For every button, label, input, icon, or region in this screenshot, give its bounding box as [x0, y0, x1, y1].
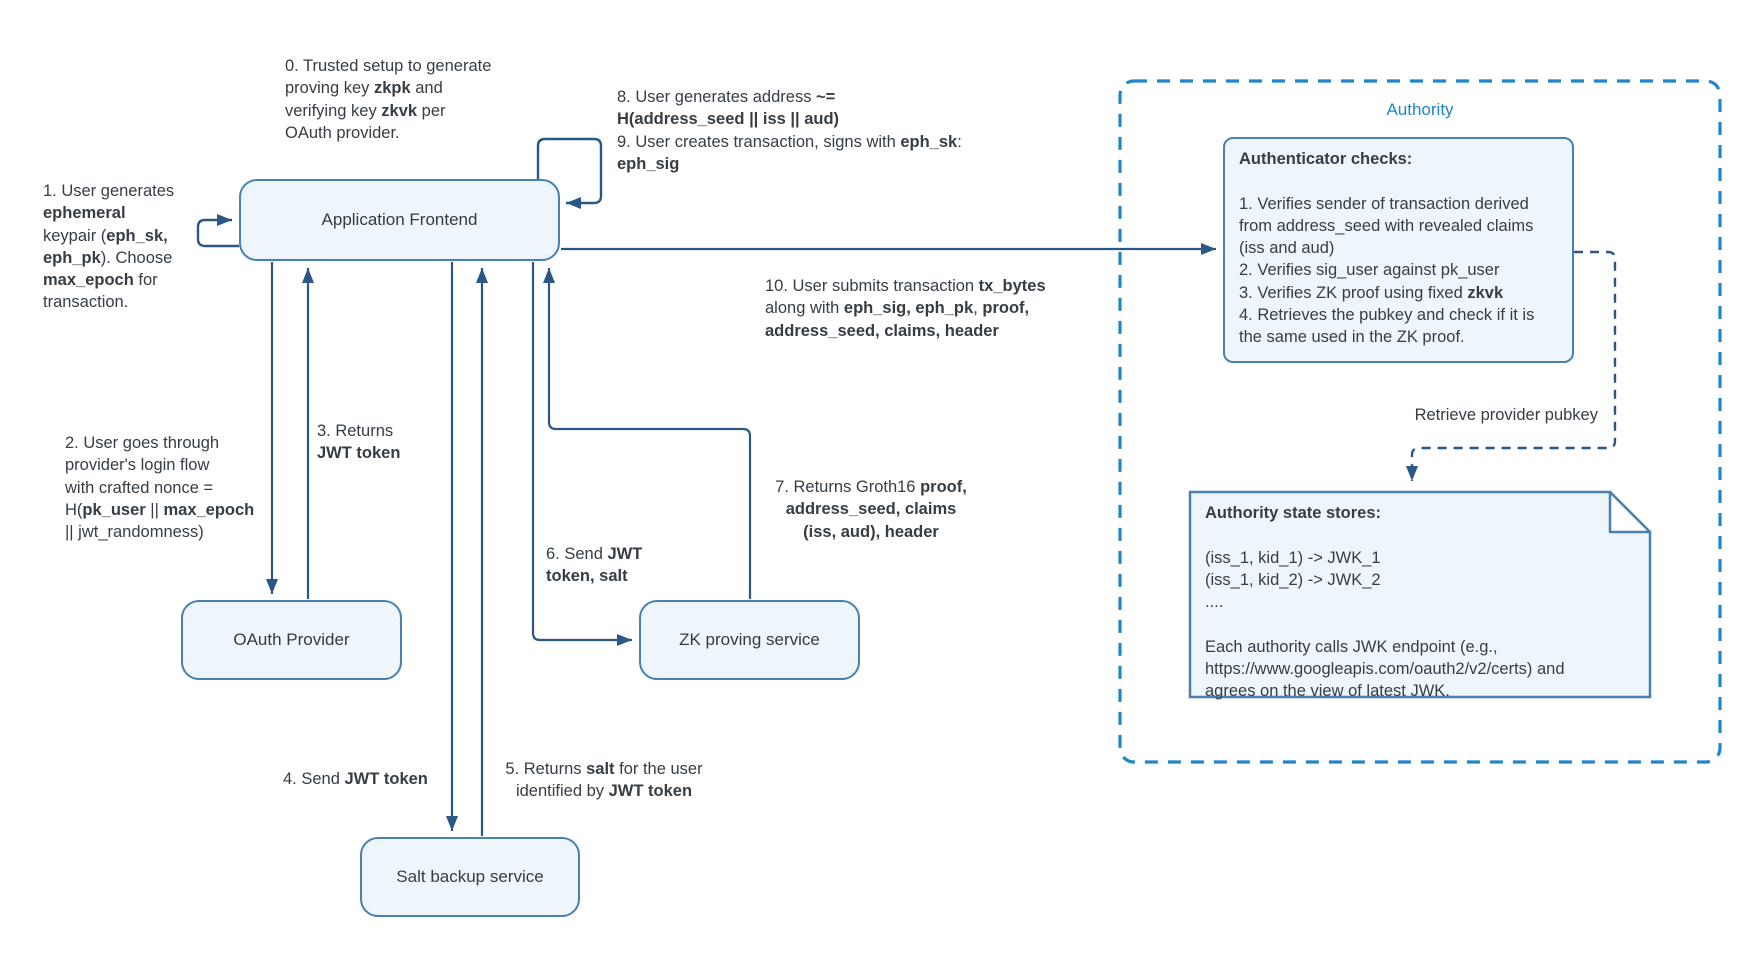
note-8-9-address-transaction [617, 86, 962, 175]
node-salt-backup-service [360, 837, 580, 917]
node-oauth-provider [181, 600, 402, 680]
arrow-1-ephemeral-keypair-loop [198, 220, 239, 246]
text-line: OAuth provider. [285, 123, 400, 142]
text-line: 3. Returns [317, 422, 394, 440]
note-7-returns-proof [762, 476, 980, 543]
node-application-frontend [239, 179, 560, 261]
text-line: verifying key zkvk per [285, 101, 446, 120]
text-line: proving key zkpk and [285, 79, 443, 98]
text-line: with crafted nonce = [65, 478, 214, 497]
node-label-oauth-provider: OAuth Provider [233, 630, 350, 649]
text-line: Each authority calls JWK endpoint (e.g., [1205, 637, 1498, 656]
note-5-returns-salt [494, 758, 714, 803]
text-line: 10. User submits transaction tx_bytes [765, 277, 1046, 295]
text-line: address_seed, claims [785, 500, 957, 519]
text-line: 3. Verifies ZK proof using fixed zkvk [1239, 283, 1504, 302]
text-line: eph_sig [617, 154, 680, 173]
text-line: keypair (eph_sk, [43, 226, 168, 245]
node-label-salt-backup-service: Salt backup service [396, 867, 544, 886]
note-1-user-generates [43, 180, 174, 314]
text-line: identified by JWT token [515, 782, 693, 801]
authority-title: Authority [1386, 100, 1454, 119]
text-line: (iss and aud) [1239, 239, 1335, 258]
text-line: agrees on the view of latest JWK. [1205, 682, 1450, 701]
text-line: 4. Retrieves the pubkey and check if it is [1239, 306, 1535, 325]
text-line: JWT token [317, 444, 401, 463]
text-line: (iss_1, kid_2) -> JWK_2 [1205, 570, 1381, 589]
note-retrieve-provider-pubkey [1398, 404, 1598, 426]
text-line: max_epoch for [43, 271, 158, 290]
text-line: 2. Verifies sig_user against pk_user [1239, 261, 1500, 280]
text-line: 1. Verifies sender of transaction derived [1239, 194, 1529, 213]
text-line: 9. User creates transaction, signs with eph_sk: [617, 132, 962, 151]
text-line: Retrieve provider pubkey [1414, 406, 1598, 424]
text-line: https://www.googleapis.com/oauth2/v2/certs) and [1205, 660, 1565, 679]
note-2-login-flow [65, 432, 254, 543]
text-line: Authenticator checks: [1239, 150, 1413, 168]
text-line: H(address_seed || iss || aud) [617, 110, 840, 129]
text-line: 5. Returns salt for the user [505, 760, 703, 778]
text-line [1205, 613, 1565, 635]
text-line: || jwt_randomness) [65, 523, 204, 542]
text-line: H(pk_user || max_epoch [65, 500, 255, 519]
document-fold-corner [1610, 492, 1650, 532]
text-line: 2. User goes through [65, 434, 220, 452]
text-line: transaction. [43, 293, 129, 312]
text-line: 8. User generates address ~= [617, 88, 836, 106]
note-0-trusted-setup [285, 55, 491, 144]
note-4-send-jwt [283, 768, 428, 790]
text-line: 6. Send JWT [546, 545, 643, 563]
node-label-application-frontend: Application Frontend [321, 210, 478, 229]
text-line: from address_seed with revealed claims [1239, 216, 1534, 235]
node-label-zk-proving-service: ZK proving service [679, 630, 820, 649]
text-line: 4. Send JWT token [283, 770, 428, 788]
text-line: address_seed, claims, header [765, 321, 999, 340]
text-line [1239, 170, 1558, 192]
text-line: along with eph_sig, eph_pk, proof, [765, 299, 1030, 318]
note-10-submit-transaction [765, 275, 1046, 342]
authority-state-stores-text [1205, 502, 1565, 703]
text-line: eph_pk). Choose [43, 248, 173, 267]
text-line: provider's login flow [65, 456, 210, 475]
node-zk-proving-service [639, 600, 860, 680]
text-line: 0. Trusted setup to generate [285, 57, 492, 75]
text-line: .... [1205, 593, 1224, 612]
text-line: (iss, aud), header [803, 522, 939, 541]
text-line: 1. User generates [43, 182, 175, 200]
text-line: token, salt [546, 567, 628, 586]
authenticator-checks-panel [1223, 137, 1574, 363]
text-line [1205, 524, 1565, 546]
note-3-returns-jwt [317, 420, 400, 465]
text-line: Authority state stores: [1205, 504, 1382, 522]
text-line: ephemeral [43, 204, 126, 223]
text-line: (iss_1, kid_1) -> JWK_1 [1205, 548, 1381, 567]
text-line: the same used in the ZK proof. [1239, 328, 1465, 347]
note-6-send-jwt-salt [546, 543, 642, 588]
text-line: 7. Returns Groth16 proof, [775, 478, 967, 496]
